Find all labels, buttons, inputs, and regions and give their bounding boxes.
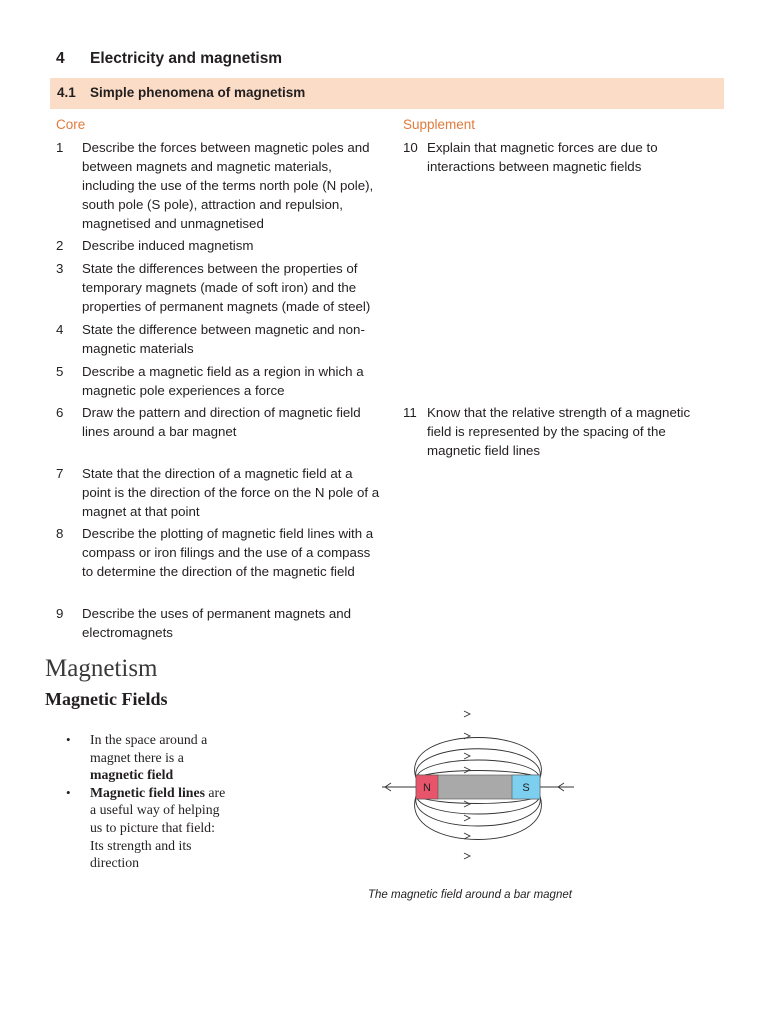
bullet-icon: • <box>66 732 71 747</box>
item-number: 11 <box>403 405 417 420</box>
item-text: Describe the plotting of magnetic field lines with a compass or iron filings and the use of a compass to determine the direction of the magnetic field <box>82 526 374 579</box>
list-item <box>66 731 230 784</box>
bullet-text: are a useful way of helping us to picture that field: Its strength and its direction <box>90 784 226 871</box>
bullet-icon: • <box>66 784 71 800</box>
item-text: Describe the forces between magnetic poles and between magnets and magnetic materials, including the use of the terms north pole (N pole), south pole (S pole), attraction and repulsion, magnetised and unmagnetised <box>82 140 374 231</box>
section-title: Simple phenomena of magnetism <box>90 85 306 100</box>
item-number: 4 <box>56 322 64 337</box>
item-number: 2 <box>56 238 64 253</box>
item-text: State the differences between the properties of temporary magnets (made of soft iron) and the properties of permanent magnets (made of steel) <box>82 261 371 314</box>
field-line <box>416 796 541 826</box>
item-text: Draw the pattern and direction of magnetic field lines around a bar magnet <box>82 405 361 439</box>
page-title: Magnetism <box>45 655 158 682</box>
section-subtitle: Magnetic Fields <box>45 689 168 709</box>
field-line <box>416 749 541 778</box>
chapter-heading <box>56 50 282 68</box>
field-line <box>415 796 542 840</box>
core-heading: Core <box>56 117 86 132</box>
item-text: Explain that magnetic forces are due to interactions between magnetic fields <box>427 140 658 174</box>
item-number: 6 <box>56 405 64 420</box>
item-text: Describe induced magnetism <box>82 238 254 253</box>
north-pole-label: N <box>423 782 431 794</box>
list-item <box>66 784 230 872</box>
south-pole-label: S <box>522 782 530 794</box>
item-text: Describe a magnetic field as a region in which a magnetic pole experiences a force <box>82 364 364 398</box>
bullet-list <box>66 731 230 872</box>
item-number: 10 <box>403 140 418 155</box>
bullet-bold-text: magnetic field <box>90 767 174 783</box>
item-number: 5 <box>56 364 64 379</box>
figure-caption: The magnetic field around a bar magnet <box>368 889 572 901</box>
section-number: 4.1 <box>57 85 76 100</box>
chapter-title: Electricity and magnetism <box>90 50 283 67</box>
bar-magnet-field-diagram <box>378 704 578 884</box>
item-text: State that the direction of a magnetic field at a point is the direction of the force on the N pole of a magnet at that point <box>82 466 380 519</box>
chapter-number: 4 <box>56 50 65 67</box>
item-number: 1 <box>56 140 64 155</box>
section-bar <box>50 78 724 109</box>
item-text: Know that the relative strength of a magnetic field is represented by the spacing of the magnetic field lines <box>427 405 691 458</box>
item-number: 7 <box>56 466 64 481</box>
bullet-text: In the space around a magnet there is a <box>90 732 208 765</box>
item-text: State the difference between magnetic and non-magnetic materials <box>82 322 365 356</box>
field-line <box>415 738 542 779</box>
item-text: Describe the uses of permanent magnets and electromagnets <box>82 606 352 640</box>
item-number: 3 <box>56 261 64 276</box>
item-number: 8 <box>56 526 64 541</box>
supplement-heading: Supplement <box>403 117 476 132</box>
bullet-bold-text: Magnetic field lines <box>90 784 205 800</box>
item-number: 9 <box>56 606 64 621</box>
